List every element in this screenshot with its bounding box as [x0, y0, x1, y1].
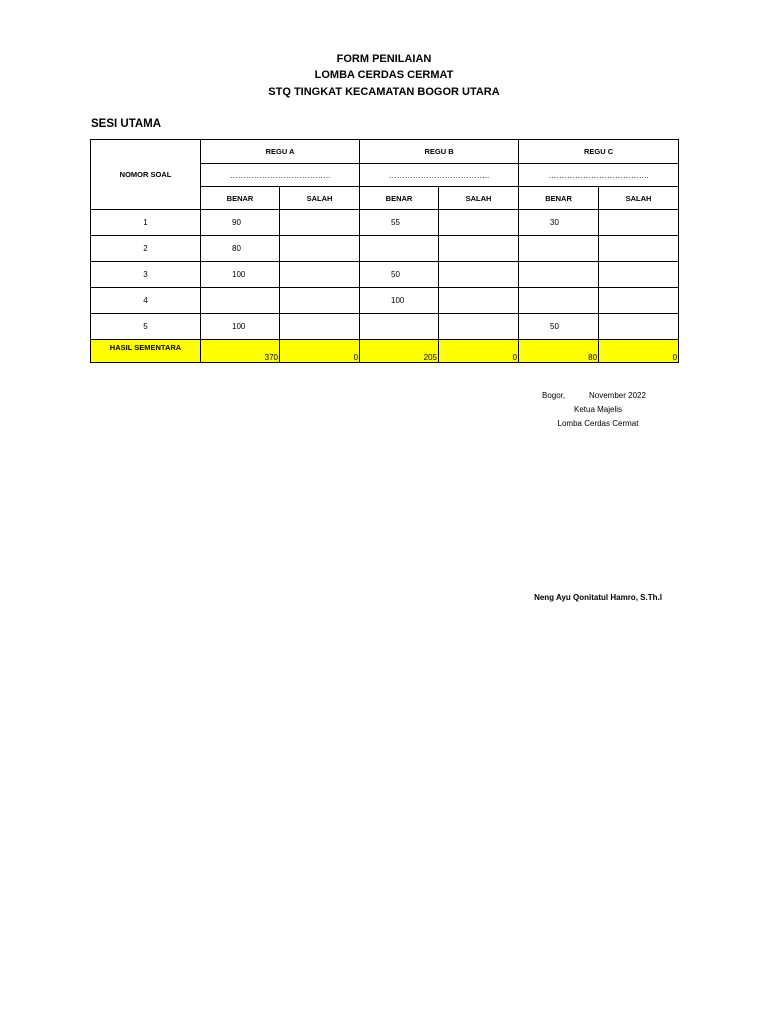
question-number: 4 — [91, 288, 201, 314]
signature-city: Bogor, — [542, 391, 566, 400]
team-a-benar-header: BENAR — [201, 187, 280, 210]
team-a-benar-total: 370 — [201, 340, 280, 363]
score-table — [90, 139, 679, 363]
table-row — [91, 288, 679, 314]
team-c-benar-cell — [519, 236, 599, 262]
table-row — [91, 262, 679, 288]
signature-name: Neng Ayu Qonitatul Hamro, S.Th.I — [534, 593, 662, 602]
team-c-benar-cell: 30 — [519, 210, 599, 236]
question-number: 2 — [91, 236, 201, 262]
signature-date-line — [542, 389, 682, 403]
competition-title: LOMBA CERDAS CERMAT — [314, 69, 454, 81]
team-a-salah-header: SALAH — [280, 187, 360, 210]
team-a-salah-cell — [280, 210, 360, 236]
team-b-benar-cell: 55 — [360, 210, 439, 236]
signature-date: November 2022 — [589, 391, 646, 400]
team-c-salah-cell — [599, 262, 679, 288]
team-c-header: REGU C — [519, 140, 679, 164]
team-b-salah-cell — [439, 236, 519, 262]
hasil-sementara-label: HASIL SEMENTARA — [91, 340, 201, 363]
signature-role: Ketua Majelis — [573, 405, 623, 414]
team-c-name-blank: ……………………………….. — [519, 164, 679, 187]
question-number: 1 — [91, 210, 201, 236]
event-title: STQ TINGKAT KECAMATAN BOGOR UTARA — [268, 86, 500, 98]
table-row — [91, 236, 679, 262]
team-c-benar-cell — [519, 288, 599, 314]
team-b-salah-total: 0 — [439, 340, 519, 363]
totals-row — [91, 340, 679, 363]
team-a-benar-cell — [201, 288, 280, 314]
team-b-header: REGU B — [360, 140, 519, 164]
signature-organization: Lomba Cerdas Cermat — [557, 419, 639, 428]
team-c-benar-total: 80 — [519, 340, 599, 363]
team-b-benar-cell: 50 — [360, 262, 439, 288]
team-b-salah-cell — [439, 314, 519, 340]
team-a-salah-cell — [280, 262, 360, 288]
team-a-benar-cell: 100 — [201, 314, 280, 340]
team-a-salah-cell — [280, 314, 360, 340]
team-b-name-blank: ……………………………….. — [360, 164, 519, 187]
team-b-benar-cell — [360, 236, 439, 262]
team-b-salah-cell — [439, 288, 519, 314]
team-b-salah-header: SALAH — [439, 187, 519, 210]
team-b-salah-cell — [439, 210, 519, 236]
team-c-benar-header: BENAR — [519, 187, 599, 210]
session-title: SESI UTAMA — [91, 118, 162, 130]
team-c-benar-cell — [519, 262, 599, 288]
team-c-salah-cell — [599, 236, 679, 262]
team-a-header: REGU A — [201, 140, 360, 164]
team-a-salah-cell — [280, 236, 360, 262]
team-c-salah-cell — [599, 210, 679, 236]
team-b-benar-total: 205 — [360, 340, 439, 363]
team-b-benar-cell: 100 — [360, 288, 439, 314]
team-c-salah-total: 0 — [599, 340, 679, 363]
team-c-benar-cell: 50 — [519, 314, 599, 340]
team-a-name-blank: ……………………………….. — [201, 164, 360, 187]
table-row — [91, 314, 679, 340]
question-number: 3 — [91, 262, 201, 288]
team-a-salah-total: 0 — [280, 340, 360, 363]
team-a-salah-cell — [280, 288, 360, 314]
team-c-salah-cell — [599, 314, 679, 340]
team-b-salah-cell — [439, 262, 519, 288]
team-a-benar-cell: 90 — [201, 210, 280, 236]
team-c-salah-cell — [599, 288, 679, 314]
form-title: FORM PENILAIAN — [336, 53, 432, 65]
team-a-benar-cell: 80 — [201, 236, 280, 262]
team-a-benar-cell: 100 — [201, 262, 280, 288]
table-row — [91, 210, 679, 236]
nomor-soal-header: NOMOR SOAL — [91, 140, 201, 210]
question-number: 5 — [91, 314, 201, 340]
team-b-benar-cell — [360, 314, 439, 340]
team-c-salah-header: SALAH — [599, 187, 679, 210]
team-b-benar-header: BENAR — [360, 187, 439, 210]
